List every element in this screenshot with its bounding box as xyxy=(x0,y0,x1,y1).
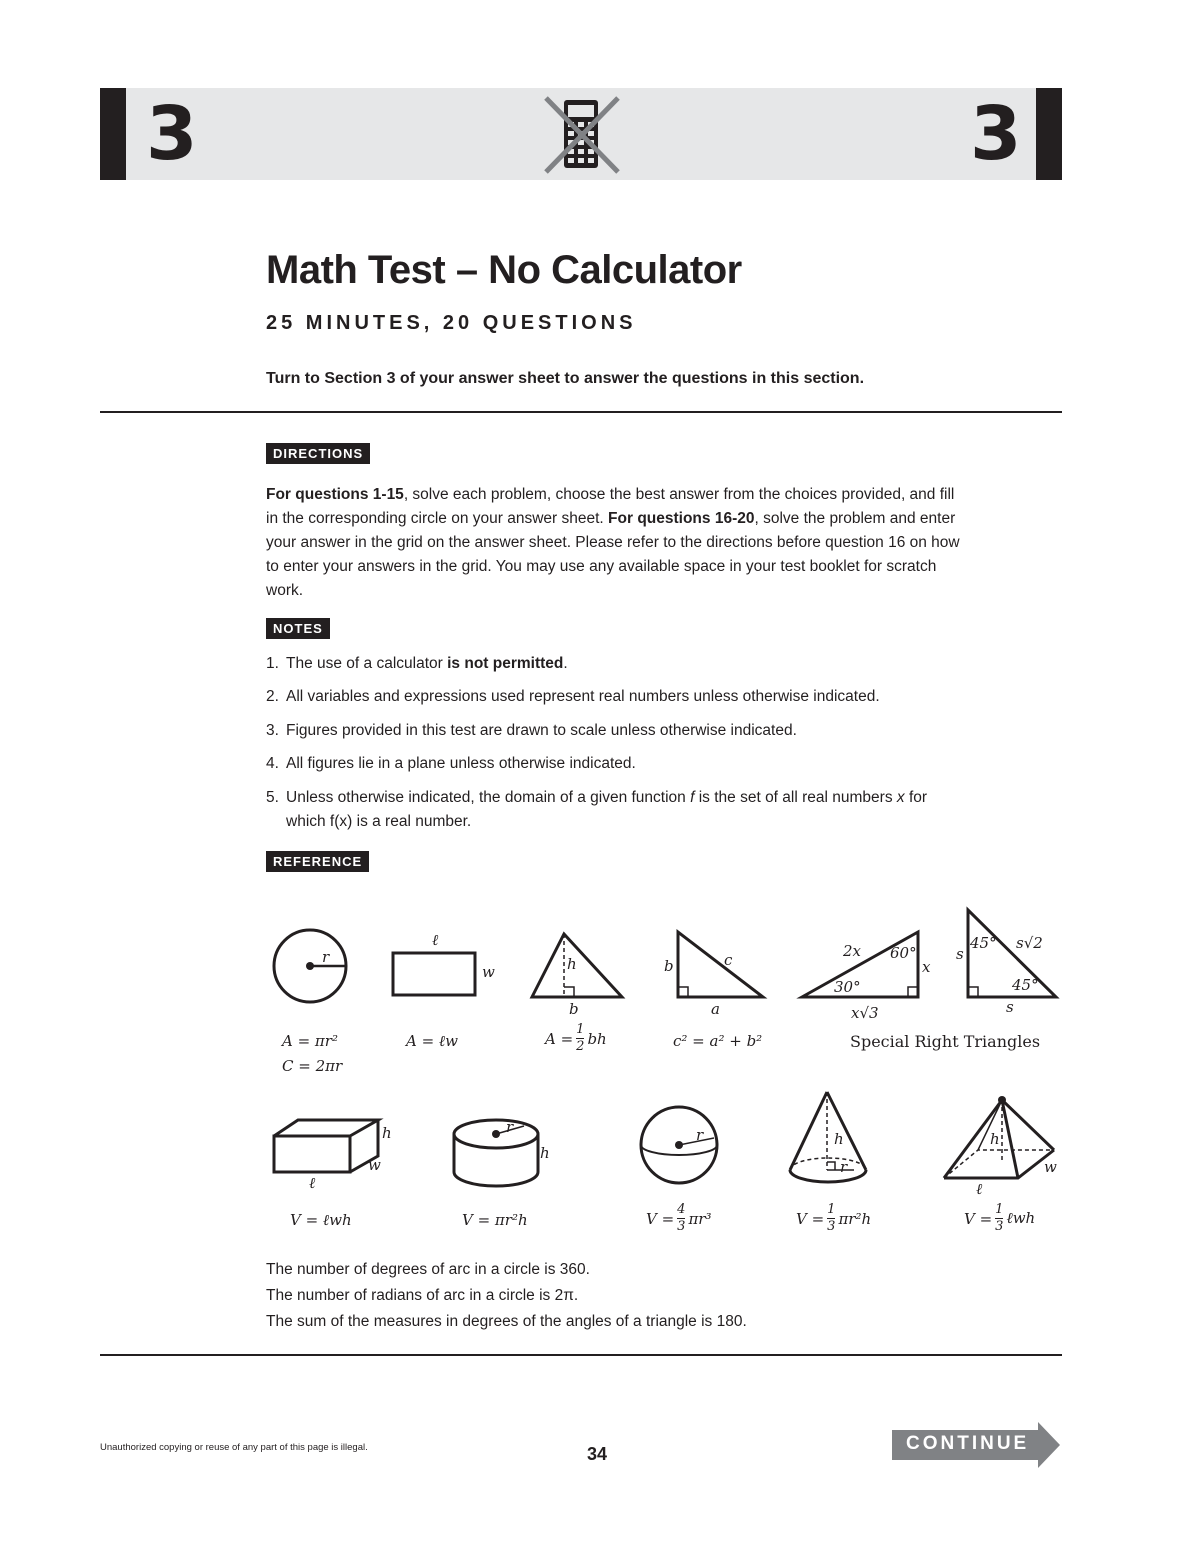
box-w-label: w xyxy=(368,1156,381,1174)
continue-button[interactable] xyxy=(892,1422,1062,1468)
rectangle-area-formula: A = ℓw xyxy=(406,1032,459,1050)
note-number: 5. xyxy=(266,789,279,806)
cylinder-r-label: r xyxy=(506,1118,514,1136)
formula-rhs: bh xyxy=(587,1029,607,1048)
triangle-area-formula xyxy=(545,1022,607,1055)
top-divider xyxy=(100,411,1062,413)
tri306090-x-label: x xyxy=(922,958,931,976)
fact-radians: The number of radians of arc in a circle is 2π. xyxy=(266,1287,579,1304)
fraction-den: 3 xyxy=(677,1219,686,1234)
box-volume-formula: V = ℓwh xyxy=(290,1211,352,1229)
sphere-volume-formula xyxy=(646,1202,712,1235)
answer-sheet-instruction: Turn to Section 3 of your answer sheet to answer the questions in this section. xyxy=(266,370,865,387)
tri306090-2x-label: 2x xyxy=(843,942,862,960)
note-text-line2: which f(x) is a real number. xyxy=(286,813,472,830)
rect-w-label: w xyxy=(482,963,495,981)
page-title: Math Test – No Calculator xyxy=(266,248,742,292)
continue-label: CONTINUE xyxy=(906,1433,1030,1454)
note-var-x: x xyxy=(896,789,905,806)
note-number: 1. xyxy=(266,655,279,672)
reference-figures xyxy=(260,900,1070,1240)
fraction xyxy=(995,1202,1003,1235)
box-h-label: h xyxy=(382,1124,392,1142)
formula-lhs: V = xyxy=(796,1209,825,1228)
triangle-h-label: h xyxy=(567,955,577,973)
cylinder-h-label: h xyxy=(540,1144,550,1162)
fraction-den: 3 xyxy=(827,1219,836,1234)
tri454590-45-bottom-label: 45° xyxy=(1012,976,1039,994)
directions-text xyxy=(266,483,966,603)
right-tri-a-label: a xyxy=(711,1000,720,1018)
pyramid-h-label: h xyxy=(990,1130,1000,1148)
right-tri-b-label: b xyxy=(664,957,674,975)
note-text: All figures lie in a plane unless otherwise indicated. xyxy=(286,755,636,772)
pyramid-w-label: w xyxy=(1044,1158,1057,1176)
fraction-num: 1 xyxy=(576,1022,585,1037)
note-5 xyxy=(266,786,1026,834)
right-tri-c-label: c xyxy=(724,951,733,969)
bottom-divider xyxy=(100,1354,1062,1356)
cone-volume-formula xyxy=(796,1202,871,1235)
fraction xyxy=(576,1022,584,1055)
tri454590-sroot2-label: s√2 xyxy=(1016,934,1043,952)
note-text: Unless otherwise indicated, the domain of a given function xyxy=(286,789,691,806)
pythagorean-formula: c² = a² + b² xyxy=(673,1032,763,1050)
note-4 xyxy=(266,752,1026,776)
fraction-num: 1 xyxy=(827,1202,836,1217)
note-text: Figures provided in this test are drawn to scale unless otherwise indicated. xyxy=(286,722,797,739)
fact-degrees: The number of degrees of arc in a circle is 360. xyxy=(266,1261,590,1278)
tri306090-60-label: 60° xyxy=(890,944,917,962)
header-right-bar xyxy=(1036,88,1062,180)
box-l-label: ℓ xyxy=(309,1174,316,1192)
header-left-bar xyxy=(100,88,126,180)
note-text: All variables and expressions used represent real numbers unless otherwise indicated. xyxy=(286,688,880,705)
time-and-question-count: 25 MINUTES, 20 QUESTIONS xyxy=(266,312,637,334)
directions-label: DIRECTIONS xyxy=(266,443,370,464)
cone-figure xyxy=(790,1092,866,1182)
formula-rhs: πr²h xyxy=(838,1209,872,1228)
note-1 xyxy=(266,652,1026,676)
section-number-right: 3 xyxy=(970,91,1022,177)
formula-lhs: V = xyxy=(646,1209,675,1228)
note-number: 3. xyxy=(266,722,279,739)
note-text: for xyxy=(904,789,928,806)
sphere-r-label: r xyxy=(696,1126,704,1144)
notes-label: NOTES xyxy=(266,618,330,639)
circle-circumference-formula: C = 2πr xyxy=(282,1057,343,1075)
pyramid-volume-formula xyxy=(964,1202,1035,1235)
note-3 xyxy=(266,719,1026,743)
fraction xyxy=(677,1202,685,1235)
cone-r-label: r xyxy=(840,1158,848,1176)
cone-h-label: h xyxy=(834,1130,844,1148)
cylinder-volume-formula: V = πr²h xyxy=(462,1211,528,1229)
fraction-den: 2 xyxy=(576,1039,585,1054)
no-calculator-icon xyxy=(538,94,624,176)
tri454590-s-bottom-label: s xyxy=(1006,998,1014,1016)
rectangle-figure xyxy=(393,953,475,995)
directions-q1-text: , solve each problem, choose the best answer from the choices provided, and fill in the corresponding circle on your answer sheet. xyxy=(266,486,955,527)
formula-lhs: V = xyxy=(964,1209,993,1228)
tri454590-s-left-label: s xyxy=(956,945,964,963)
rect-l-label: ℓ xyxy=(432,931,439,949)
circle-r-label: r xyxy=(322,948,330,966)
note-emphasis: is not permitted xyxy=(447,655,564,672)
triangle-b-label: b xyxy=(569,1000,579,1018)
reference-label: REFERENCE xyxy=(266,851,369,872)
note-text: The use of a calculator xyxy=(286,655,448,672)
fact-triangle-sum: The sum of the measures in degrees of the angles of a triangle is 180. xyxy=(266,1313,747,1330)
page-number: 34 xyxy=(587,1444,608,1464)
tri306090-30-label: 30° xyxy=(834,978,861,996)
fraction-den: 3 xyxy=(995,1219,1004,1234)
special-right-triangles-caption: Special Right Triangles xyxy=(850,1032,1041,1051)
directions-q2-lead: For questions 16-20 xyxy=(608,510,755,527)
triangle-figure xyxy=(532,934,622,997)
pyramid-l-label: ℓ xyxy=(976,1180,983,1198)
note-number: 4. xyxy=(266,755,279,772)
copyright-notice: Unauthorized copying or reuse of any part of this page is illegal. xyxy=(100,1442,368,1453)
cylinder-figure xyxy=(454,1120,538,1186)
note-text: . xyxy=(563,655,568,672)
directions-q1-lead: For questions 1-15 xyxy=(266,486,404,503)
formula-rhs: ℓwh xyxy=(1006,1209,1036,1227)
note-2 xyxy=(266,685,1026,709)
formula-lhs: A = xyxy=(545,1029,574,1048)
directions-q2-text: , solve the problem and enter your answer in the grid on the answer sheet. Please refer to the directions before question 16 on how to enter your answers in the grid. You may use any available space in your test booklet for scratch work. xyxy=(266,510,960,599)
tri306090-xroot3-label: x√3 xyxy=(851,1004,879,1022)
section-number-left: 3 xyxy=(146,91,198,177)
formula-rhs: πr³ xyxy=(688,1209,712,1228)
circle-area-formula: A = πr² xyxy=(282,1032,338,1050)
note-text: is the set of all real numbers xyxy=(694,789,897,806)
fraction-num: 1 xyxy=(995,1202,1004,1217)
note-number: 2. xyxy=(266,688,279,705)
fraction xyxy=(827,1202,835,1235)
right-triangle-figure xyxy=(678,932,763,997)
rectangular-box-figure xyxy=(274,1120,378,1172)
note-var-f: f xyxy=(690,789,695,806)
tri454590-45-top-label: 45° xyxy=(970,934,997,952)
fraction-num: 4 xyxy=(677,1202,686,1217)
